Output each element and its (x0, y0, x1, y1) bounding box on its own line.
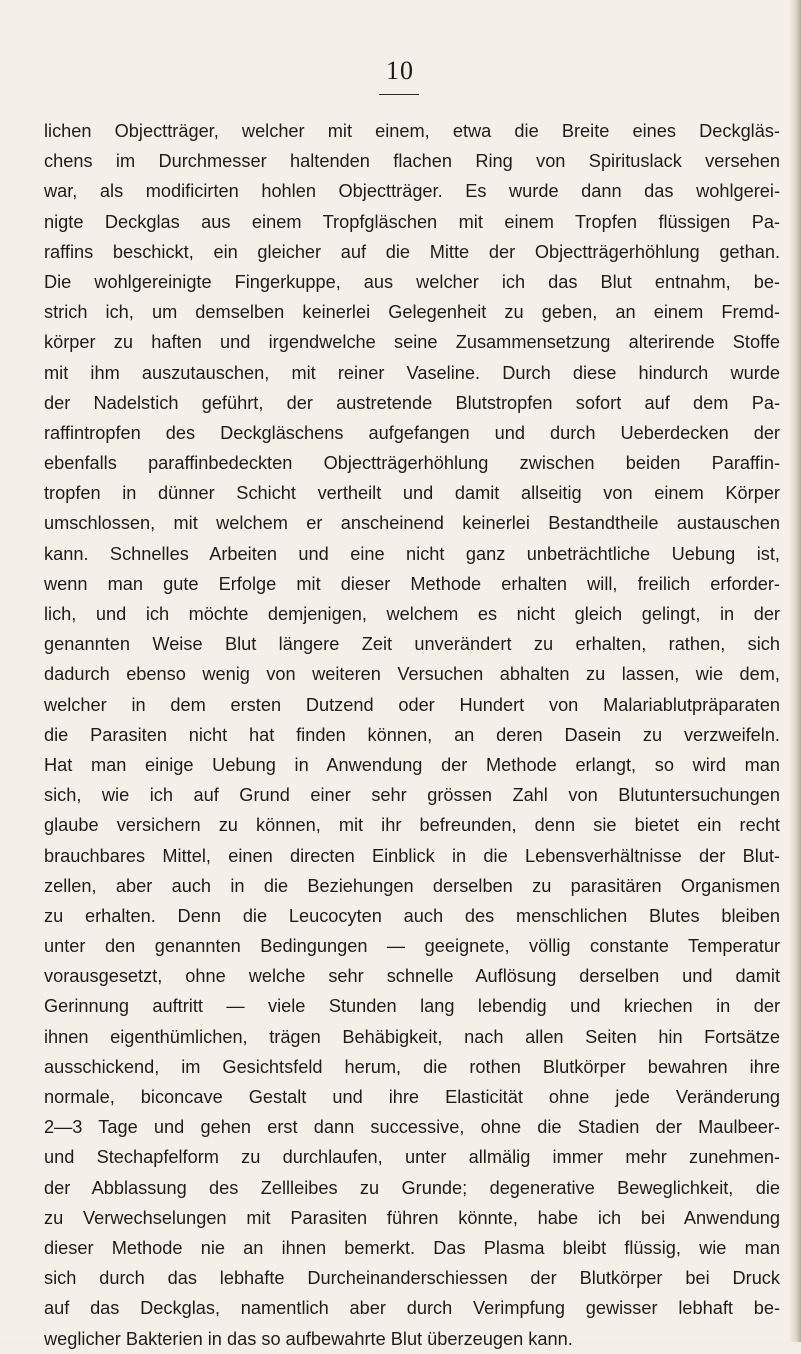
text-line: lich, und ich möchte demjenigen, welchem es nicht gleich gelingt, in der (44, 604, 780, 624)
text-line: war, als modificirten hohlen Objectträger. Es wurde dann das wohlgerei- (44, 181, 780, 202)
text-line: umschlossen, mit welchem er anscheinend keinerlei Bestandtheile austauschen (44, 513, 780, 534)
text-line: strich ich, um demselben keinerlei Gelegenheit zu geben, an einem Fremd- (44, 302, 780, 323)
text-line: zu erhalten. Denn die Leucocyten auch des menschlichen Blutes bleiben (44, 905, 780, 926)
text-line: zu Verwechselungen mit Parasiten führen könnte, habe ich bei Anwendung (44, 1207, 780, 1228)
text-line: sich, wie ich auf Grund einer sehr grössen Zahl von Blutuntersuchungen (44, 785, 780, 806)
body-text (44, 116, 780, 1354)
text-line: Hat man einige Uebung in Anwendung der Methode erlangt, so wird man (44, 754, 780, 775)
text-line: der Abblassung des Zellleibes zu Grunde; degenerative Beweglichkeit, die (44, 1177, 780, 1198)
text-line: raffins beschickt, ein gleicher auf die Mitte der Objectträgerhöhlung gethan. (44, 241, 780, 262)
text-line: auf das Deckglas, namentlich aber durch Verimpfung gewisser lebhaft be- (44, 1298, 780, 1319)
text-line: normale, biconcave Gestalt und ihre Elasticität ohne jede Veränderung (44, 1087, 780, 1107)
text-line: chens im Durchmesser haltenden flachen Ring von Spirituslack versehen (44, 151, 780, 172)
text-line: Die wohlgereinigte Fingerkuppe, aus welcher ich das Blut entnahm, be- (44, 271, 780, 292)
text-line: lichen Objectträger, welcher mit einem, etwa die Breite eines Deckgläs- (44, 121, 780, 141)
page-number: 10 (386, 56, 414, 85)
page-edge-shadow (789, 0, 801, 1342)
text-line: unter den genannten Bedingungen — geeignete, völlig constante Temperatur (44, 936, 780, 957)
text-line: tropfen in dünner Schicht vertheilt und damit allseitig von einem Körper (44, 483, 780, 504)
text-line: brauchbares Mittel, einen directen Einblick in die Lebensverhältnisse der Blut- (44, 845, 780, 866)
text-line: weglicher Bakterien in das so aufbewahrte Blut überzeugen kann. (44, 1328, 573, 1349)
text-line: genannten Weise Blut längere Zeit unverändert zu erhalten, rathen, sich (44, 634, 780, 655)
text-line: welcher in dem ersten Dutzend oder Hundert von Malariablutpräparaten (44, 694, 780, 715)
text-line: der Nadelstich geführt, der austretende Blutstropfen sofort auf dem Pa- (44, 392, 780, 413)
text-line: glaube versichern zu können, mit ihr befreunden, denn sie bietet ein recht (44, 815, 780, 836)
page-number-rule (379, 94, 419, 95)
text-line: kann. Schnelles Arbeiten und eine nicht ganz unbeträchtliche Uebung ist, (44, 543, 780, 564)
text-line: ausschickend, im Gesichtsfeld herum, die rothen Blutkörper bewahren ihre (44, 1056, 780, 1077)
text-line: raffintropfen des Deckgläschens aufgefangen und durch Ueberdecken der (44, 422, 780, 443)
text-line: wenn man gute Erfolge mit dieser Methode erhalten will, freilich erforder- (44, 573, 780, 594)
text-line: und Stechapfelform zu durchlaufen, unter allmälig immer mehr zunehmen- (44, 1147, 780, 1168)
text-line: ebenfalls paraffinbedeckten Objectträgerhöhlung zwischen beiden Paraffin- (44, 453, 780, 474)
text-line: dadurch ebenso wenig von weiteren Versuchen abhalten zu lassen, wie dem, (44, 664, 780, 685)
text-line: ihnen eigenthümlichen, trägen Behäbigkeit, nach allen Seiten hin Fortsätze (44, 1026, 780, 1047)
text-line: vorausgesetzt, ohne welche sehr schnelle Auflösung derselben und damit (44, 966, 780, 987)
text-line: körper zu haften und irgendwelche seine Zusammensetzung alterirende Stoffe (44, 332, 780, 353)
text-line: Gerinnung auftritt — viele Stunden lang lebendig und kriechen in der (44, 996, 780, 1017)
text-line: nigte Deckglas aus einem Tropfgläschen mit einem Tropfen flüssigen Pa- (44, 211, 780, 232)
text-line: zellen, aber auch in die Beziehungen derselben zu parasitären Organismen (44, 875, 780, 896)
text-line: mit ihm auszutauschen, mit reiner Vaseline. Durch diese hindurch wurde (44, 362, 780, 383)
text-line: sich durch das lebhafte Durcheinanderschiessen der Blutkörper bei Druck (44, 1268, 780, 1289)
text-line: dieser Methode nie an ihnen bemerkt. Das Plasma bleibt flüssig, wie man (44, 1237, 780, 1258)
text-line: 2—3 Tage und gehen erst dann successive, ohne die Stadien der Maulbeer- (44, 1117, 780, 1138)
text-line: die Parasiten nicht hat finden können, an deren Dasein zu verzweifeln. (44, 724, 780, 745)
